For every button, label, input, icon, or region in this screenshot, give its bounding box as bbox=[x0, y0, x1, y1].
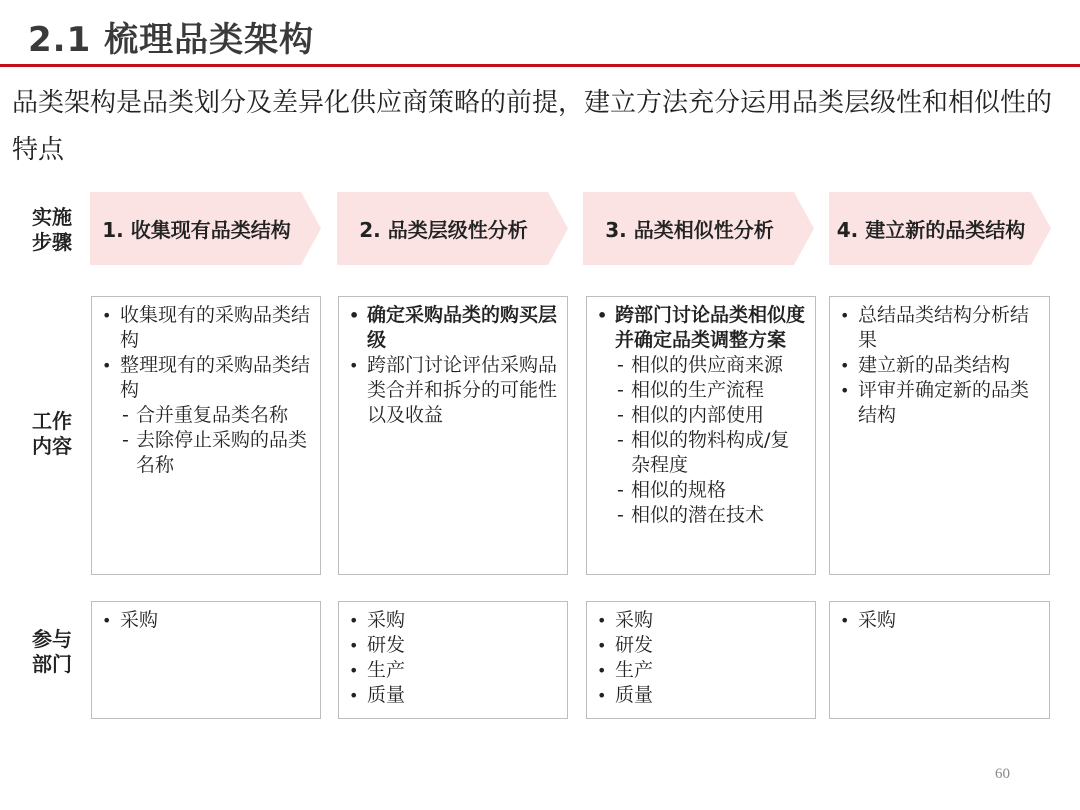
row-label-work-line1: 工作 bbox=[32, 409, 72, 433]
work-box-4 bbox=[829, 296, 1050, 575]
list-item: • 生产 bbox=[595, 658, 807, 683]
sub-list-item: - 合并重复品类名称 bbox=[100, 403, 312, 428]
intro-text: 品类架构是品类划分及差异化供应商策略的前提，建立方法充分运用品类层级性和相似性的特点 bbox=[12, 88, 1053, 165]
list-item: • 跨部门讨论评估采购品类合并和拆分的可能性以及收益 bbox=[347, 353, 559, 428]
step-chevron-2 bbox=[337, 192, 568, 265]
work-box-3 bbox=[586, 296, 816, 575]
row-label-steps bbox=[20, 205, 84, 255]
list-item: • 总结品类结构分析结果 bbox=[838, 303, 1041, 353]
row-label-dept bbox=[20, 627, 84, 677]
step-label-4: 4. 建立新的品类结构 bbox=[836, 218, 1026, 242]
sub-list-item: - 相似的规格 bbox=[595, 478, 807, 503]
row-label-work-line2: 内容 bbox=[32, 434, 72, 458]
step-chevron-3 bbox=[583, 192, 814, 265]
step-label-3: 3. 品类相似性分析 bbox=[605, 218, 774, 242]
list-item: • 研发 bbox=[347, 633, 559, 658]
work-box-2 bbox=[338, 296, 568, 575]
sub-list-item: - 相似的物料构成/复杂程度 bbox=[595, 428, 807, 478]
list-item: • 评审并确定新的品类结构 bbox=[838, 378, 1041, 428]
list-item: • 采购 bbox=[838, 608, 1041, 633]
dept-box-4 bbox=[829, 601, 1050, 719]
dept-box-3 bbox=[586, 601, 816, 719]
list-item: • 采购 bbox=[595, 608, 807, 633]
list-item: • 跨部门讨论品类相似度并确定品类调整方案 bbox=[595, 303, 807, 353]
step-label-1: 1. 收集现有品类结构 bbox=[102, 218, 291, 242]
page-number: 60 bbox=[995, 766, 1010, 782]
list-item: • 建立新的品类结构 bbox=[838, 353, 1041, 378]
sub-list-item: - 相似的供应商来源 bbox=[595, 353, 807, 378]
list-item: • 整理现有的采购品类结构 bbox=[100, 353, 312, 403]
list-item: • 确定采购品类的购买层级 bbox=[347, 303, 559, 353]
list-item: • 生产 bbox=[347, 658, 559, 683]
list-item: • 研发 bbox=[595, 633, 807, 658]
row-label-dept-line1: 参与 bbox=[32, 627, 72, 651]
sub-list-item: - 相似的生产流程 bbox=[595, 378, 807, 403]
row-label-steps-line2: 步骤 bbox=[32, 230, 72, 254]
step-chevron-1 bbox=[90, 192, 321, 265]
row-label-dept-line2: 部门 bbox=[32, 652, 72, 676]
list-item: • 采购 bbox=[347, 608, 559, 633]
page-title: 2.1 梳理品类架构 bbox=[28, 20, 315, 60]
work-box-1 bbox=[91, 296, 321, 575]
step-label-2: 2. 品类层级性分析 bbox=[359, 218, 528, 242]
list-item: • 质量 bbox=[347, 683, 559, 708]
row-label-steps-line1: 实施 bbox=[32, 205, 72, 229]
sub-list-item: - 去除停止采购的品类名称 bbox=[100, 428, 312, 478]
sub-list-item: - 相似的潜在技术 bbox=[595, 503, 807, 528]
list-item: • 收集现有的采购品类结构 bbox=[100, 303, 312, 353]
title-divider bbox=[0, 64, 1080, 67]
list-item: • 采购 bbox=[100, 608, 312, 633]
step-chevron-4 bbox=[829, 192, 1051, 265]
list-item: • 质量 bbox=[595, 683, 807, 708]
dept-box-1 bbox=[91, 601, 321, 719]
row-label-work bbox=[20, 409, 84, 459]
dept-box-2 bbox=[338, 601, 568, 719]
sub-list-item: - 相似的内部使用 bbox=[595, 403, 807, 428]
